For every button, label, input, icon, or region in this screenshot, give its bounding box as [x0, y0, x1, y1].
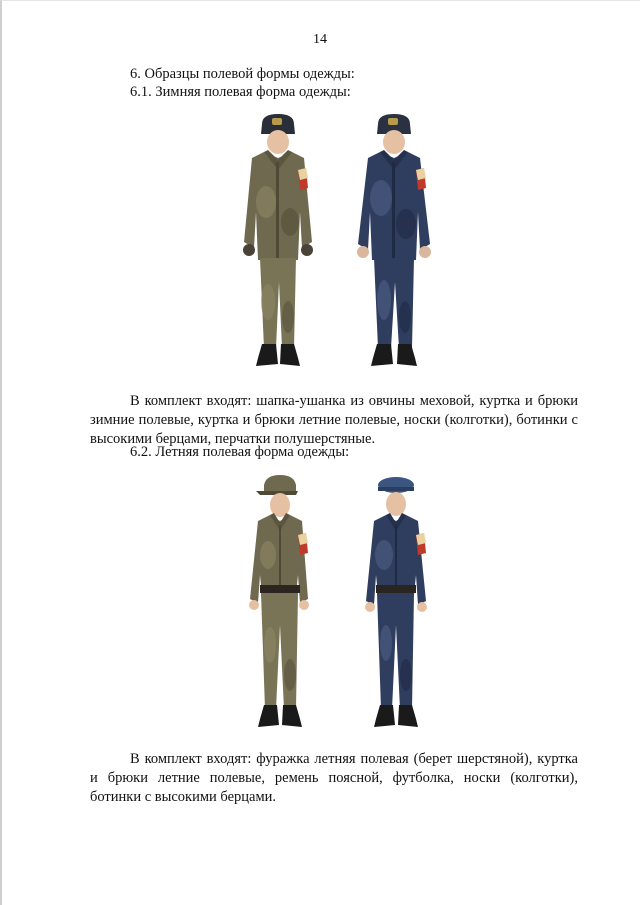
- summer-blue-uniform-figure: [354, 475, 436, 733]
- winter-description: В комплект входят: шапка-ушанка из овчины меховой, куртка и брюки зимние полевые, куртка и брюки летние полевые, носки (колготки), ботинки с высокими берцами, перчатки полушерстяные.: [90, 393, 578, 447]
- winter-green-uniform-figure: [232, 112, 324, 370]
- winter-blue-uniform-figure: [348, 112, 440, 370]
- summer-green-uniform-figure: [238, 475, 320, 733]
- page-number: 14: [313, 32, 327, 47]
- section-winter-title: 6.1. Зимняя полевая форма одежды:: [130, 84, 351, 100]
- summer-description: В комплект входят: фуражка летняя полевая (берет шерстяной), куртка и брюки летние полевые, ремень поясной, футболка, носки (колготки), ботинки с высокими берцами.: [90, 751, 578, 805]
- heading-main: 6. Образцы полевой формы одежды:: [130, 66, 355, 82]
- section-summer-title: 6.2. Летняя полевая форма одежды:: [130, 444, 350, 460]
